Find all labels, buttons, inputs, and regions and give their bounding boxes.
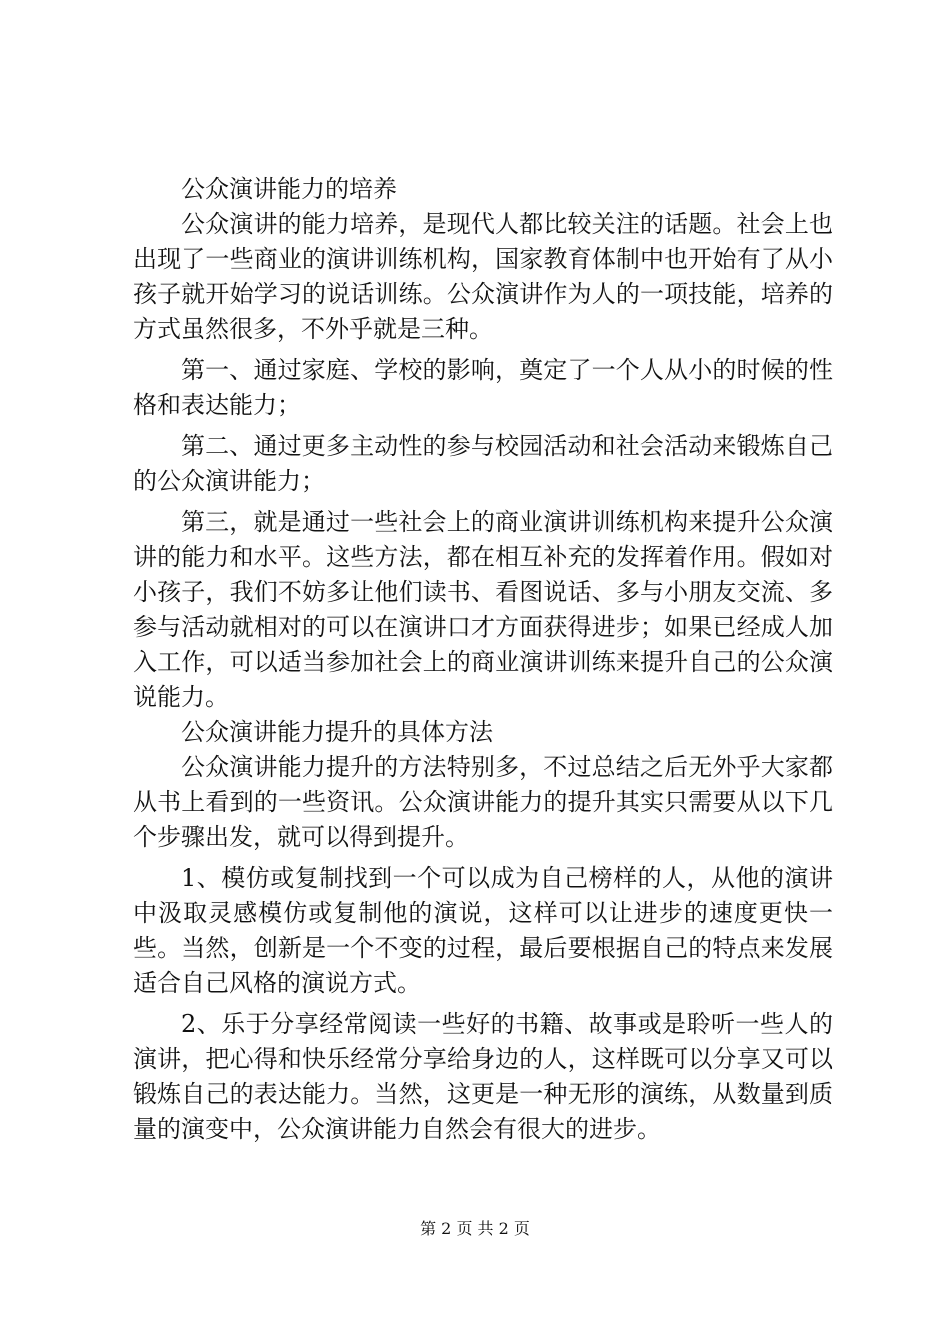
- section-title-cultivation: 公众演讲能力的培养: [181, 175, 397, 203]
- paragraph-third-method: 第三，就是通过一些社会上的商业演讲训练机构来提升公众演讲的能力和水平。这些方法，都在相互补充的发挥着作用。假如对小孩子，我们不妨多让他们读书、看图说话、多与小朋友交流、多参与活动就相对的可以在演讲口才方面获得进步；如果已经成人加入工作，可以适当参加社会上的商业演讲训练来提升自己的公众演说能力。: [133, 508, 833, 711]
- paragraph-first-method: 第一、通过家庭、学校的影响，奠定了一个人从小的时候的性格和表达能力；: [133, 356, 833, 419]
- paragraph-methods-intro: 公众演讲能力提升的方法特别多，不过总结之后无外乎大家都从书上看到的一些资讯。公众演讲能力的提升其实只需要从以下几个步骤出发，就可以得到提升。: [133, 753, 833, 851]
- paragraph-second-method: 第二、通过更多主动性的参与校园活动和社会活动来锻炼自己的公众演讲能力；: [133, 432, 833, 495]
- paragraph-step-imitate: 1、模仿或复制找到一个可以成为自己榜样的人，从他的演讲中汲取灵感模仿或复制他的演说，这样可以让进步的速度更快一些。当然，创新是一个不变的过程，最后要根据自己的特点来发展适合自己风格的演说方式。: [133, 864, 833, 997]
- section-title-methods: 公众演讲能力提升的具体方法: [181, 718, 493, 746]
- document-body: [133, 172, 833, 1147]
- paragraph-step-share: 2、乐于分享经常阅读一些好的书籍、故事或是聆听一些人的演讲，把心得和快乐经常分享给身边的人，这样既可以分享又可以锻炼自己的表达能力。当然，这更是一种无形的演练，从数量到质量的演变中，公众演讲能力自然会有很大的进步。: [133, 1010, 833, 1143]
- page-number-footer: 第 2 页 共 2 页: [420, 1219, 530, 1238]
- paragraph-intro: 公众演讲的能力培养，是现代人都比较关注的话题。社会上也出现了一些商业的演讲训练机构，国家教育体制中也开始有了从小孩子就开始学习的说话训练。公众演讲作为人的一项技能，培养的方式虽然很多，不外乎就是三种。: [133, 210, 833, 343]
